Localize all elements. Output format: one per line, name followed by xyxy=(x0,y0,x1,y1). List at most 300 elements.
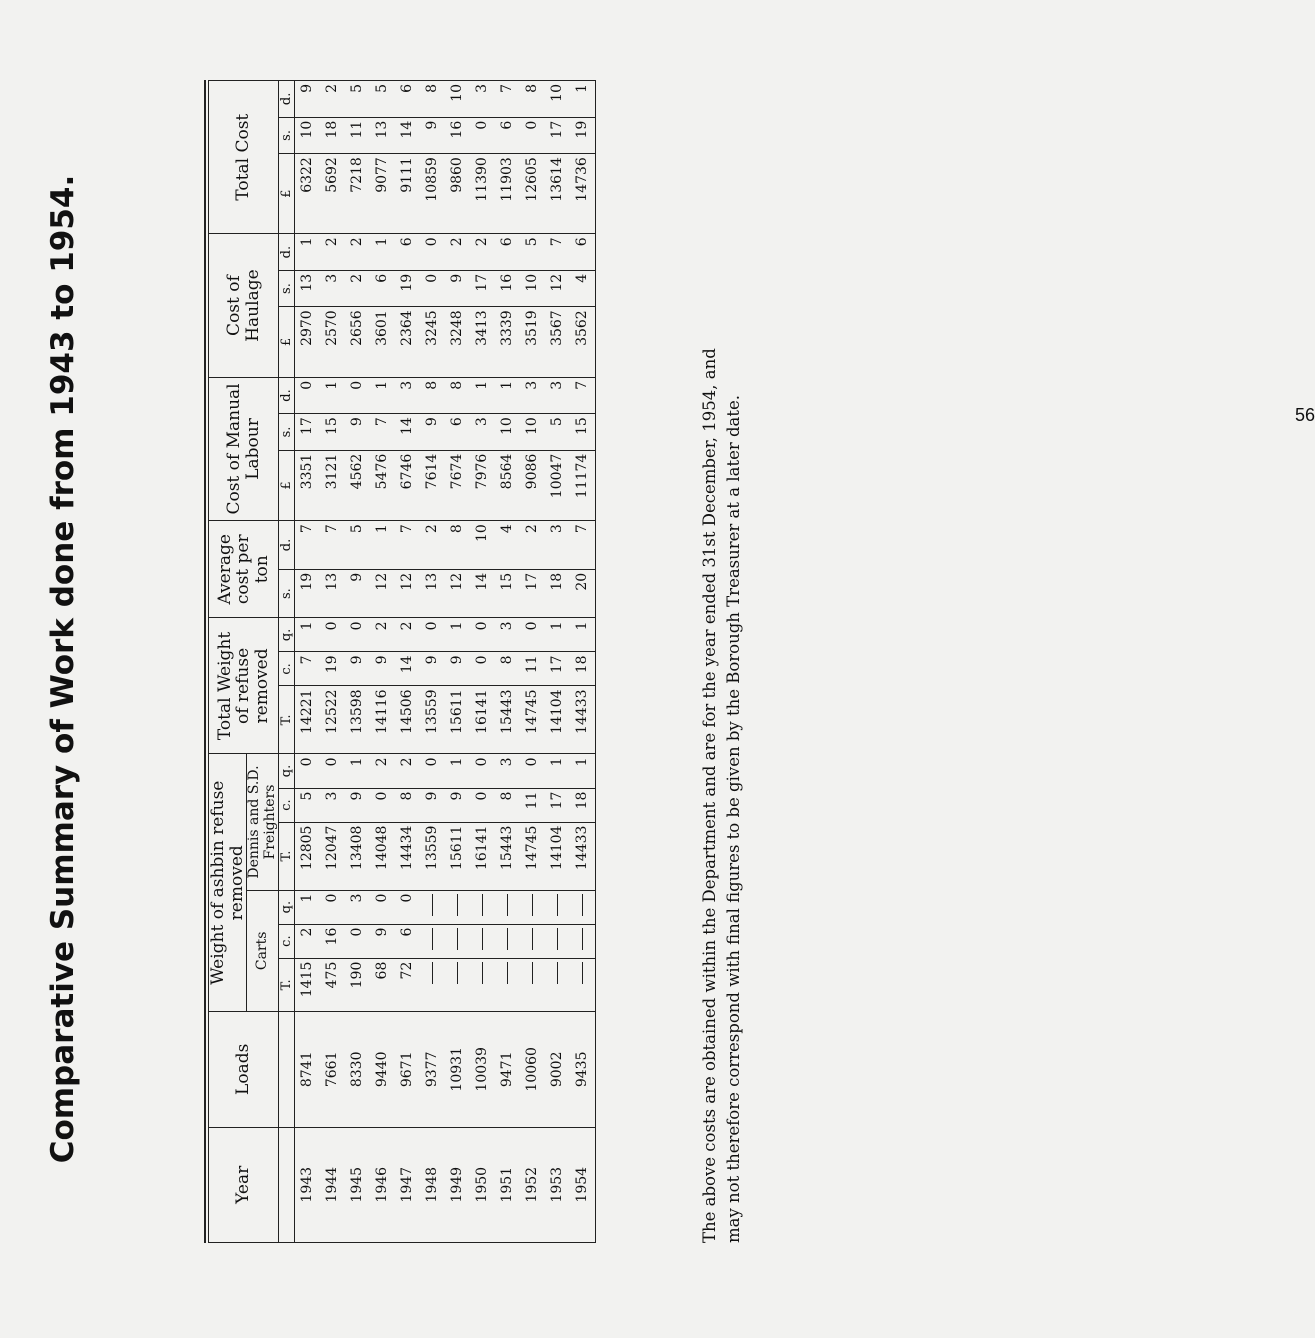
unit-manual-1: s. xyxy=(279,414,295,450)
header-carts: Carts xyxy=(247,890,279,1012)
table-cell: 17 xyxy=(549,120,566,139)
table-cell: 7 xyxy=(574,524,591,534)
empty-dash xyxy=(532,928,533,950)
table-cell: 6 xyxy=(399,84,416,93)
table-cell xyxy=(420,962,445,1008)
table-cell: 3351 xyxy=(299,453,316,490)
col-haulage-1 xyxy=(295,270,596,306)
table-cell: 6 xyxy=(499,120,516,130)
table-cell: 10931 xyxy=(449,1047,466,1092)
unit-avg-cost-0: s. xyxy=(279,569,295,618)
table-cell: 15611 xyxy=(449,825,466,871)
empty-dash xyxy=(482,894,483,916)
table-cell: 68 xyxy=(374,961,391,980)
table-cell xyxy=(570,928,595,955)
table-cell: 2 xyxy=(524,524,541,534)
table-cell xyxy=(470,928,495,955)
table-cell: 2 xyxy=(374,621,391,631)
table-cell: 3601 xyxy=(374,310,391,346)
table-cell: 3 xyxy=(324,273,341,283)
table-cell: 0 xyxy=(399,893,416,903)
col-total-weight-1 xyxy=(295,652,596,686)
table-cell: 14433 xyxy=(574,825,591,871)
table-cell: 19 xyxy=(299,572,316,591)
table-cell: 2570 xyxy=(324,310,341,346)
table-cell xyxy=(445,894,470,921)
table-cell: 7 xyxy=(299,655,316,665)
unit-loads xyxy=(279,1012,295,1127)
table-cell: 10 xyxy=(524,417,541,436)
table-cell: 8564 xyxy=(499,453,516,490)
table-cell: 0 xyxy=(299,757,316,767)
table-cell: 9471 xyxy=(499,1051,516,1088)
table-cell: 14434 xyxy=(399,825,416,871)
header-loads: Loads xyxy=(209,1012,279,1127)
table-cell: 10 xyxy=(449,84,466,102)
col-carts-1 xyxy=(295,924,596,958)
table-cell: 3519 xyxy=(524,310,541,346)
table-cell: 1 xyxy=(574,84,591,93)
table-cell: 15443 xyxy=(499,825,516,871)
table-cell: 19 xyxy=(574,120,591,139)
unit-total-weight-1: c. xyxy=(279,652,295,686)
empty-dash xyxy=(507,928,508,950)
col-avg-cost-0 xyxy=(295,569,596,618)
table-cell: 6 xyxy=(499,237,516,247)
table-cell: 9 xyxy=(424,655,441,665)
table-cell: 9 xyxy=(424,791,441,801)
table-cell: 9111 xyxy=(399,157,416,193)
table-cell: 4562 xyxy=(349,453,366,490)
table-cell: 0 xyxy=(474,655,491,665)
table-cell: 3121 xyxy=(324,453,341,490)
table-cell: 9435 xyxy=(574,1051,591,1088)
table-cell: 0 xyxy=(374,791,391,801)
table-cell: 13559 xyxy=(424,825,441,871)
table-cell: 9 xyxy=(424,120,441,130)
table-cell: 8 xyxy=(424,380,441,390)
table-cell: 4 xyxy=(574,273,591,283)
table-cell: 1945 xyxy=(349,1166,366,1203)
table-cell xyxy=(545,928,570,955)
table-cell: 7 xyxy=(324,524,341,534)
table-cell: 15611 xyxy=(449,689,466,734)
table-cell: 0 xyxy=(374,893,391,903)
table-cell: 72 xyxy=(399,961,416,980)
table-cell: 1951 xyxy=(499,1166,516,1203)
table-cell xyxy=(495,928,520,955)
table-cell: 14048 xyxy=(374,825,391,871)
table-cell: 3 xyxy=(349,893,366,903)
table-cell: 18 xyxy=(574,791,591,810)
table-cell: 0 xyxy=(324,893,341,903)
table-cell xyxy=(520,928,545,955)
table-cell: 3 xyxy=(474,84,491,93)
table-cell: 15443 xyxy=(499,689,516,734)
table-cell xyxy=(520,962,545,1008)
empty-dash xyxy=(582,962,583,984)
table-cell: 13408 xyxy=(349,825,366,871)
col-total-weight-0 xyxy=(295,686,596,754)
table-cell: 0 xyxy=(524,621,541,631)
table-cell: 3245 xyxy=(424,310,441,346)
table-cell: 1952 xyxy=(524,1166,541,1203)
table-cell xyxy=(520,894,545,921)
empty-dash xyxy=(507,962,508,984)
col-manual-2 xyxy=(295,377,596,413)
table-cell: 2364 xyxy=(399,310,416,346)
table-cell: 6 xyxy=(374,273,391,283)
table-cell: 9860 xyxy=(449,157,466,193)
col-dennis-2 xyxy=(295,754,596,788)
empty-dash xyxy=(432,894,433,916)
table-cell: 12047 xyxy=(324,825,341,871)
col-manual-0 xyxy=(295,450,596,520)
table-cell: 0 xyxy=(324,621,341,631)
table-cell: 7614 xyxy=(424,453,441,490)
table-cell: 7 xyxy=(374,417,391,427)
table-cell: 1948 xyxy=(424,1166,441,1203)
table-cell xyxy=(545,894,570,921)
table-cell: 2 xyxy=(449,237,466,247)
table-cell: 1953 xyxy=(549,1166,566,1203)
col-loads xyxy=(295,1012,596,1127)
table-cell: 2 xyxy=(424,524,441,534)
table-cell: 8330 xyxy=(349,1051,366,1088)
table-cell: 7 xyxy=(549,237,566,247)
table-cell: 2 xyxy=(349,237,366,247)
table-cell: 3 xyxy=(549,524,566,534)
table-cell: 0 xyxy=(299,380,316,390)
table-cell: 0 xyxy=(424,757,441,767)
table-cell: 475 xyxy=(324,961,341,989)
unit-total-weight-0: T. xyxy=(279,686,295,754)
table-cell: 5 xyxy=(349,524,366,534)
table-cell: 0 xyxy=(324,757,341,767)
col-manual-1 xyxy=(295,414,596,450)
table-cell: 9 xyxy=(299,84,316,93)
empty-dash xyxy=(457,928,458,950)
header-dennis: Dennis and S.D. Freighters xyxy=(247,754,279,890)
unit-dennis-1: c. xyxy=(279,788,295,822)
table-cell: 7661 xyxy=(324,1051,341,1088)
table-cell: 18 xyxy=(574,655,591,674)
col-total-cost-0 xyxy=(295,154,596,234)
table-cell: 1949 xyxy=(449,1166,466,1203)
unit-dennis-0: T. xyxy=(279,822,295,890)
table-cell: 20 xyxy=(574,572,591,591)
table-cell: 6 xyxy=(449,417,466,427)
table-cell: 6 xyxy=(399,237,416,247)
table-cell: 1 xyxy=(299,893,316,903)
col-haulage-0 xyxy=(295,307,596,377)
empty-dash xyxy=(432,928,433,950)
table-cell: 18 xyxy=(549,572,566,591)
unit-total-weight-2: q. xyxy=(279,618,295,652)
table-cell: 9 xyxy=(349,791,366,801)
table-cell: 3 xyxy=(499,757,516,767)
table-cell: 16 xyxy=(324,927,341,946)
empty-dash xyxy=(482,928,483,950)
table-cell: 9671 xyxy=(399,1051,416,1088)
table-cell: 1 xyxy=(449,621,466,631)
unit-total-cost-2: d. xyxy=(279,81,295,118)
table-cell: 0 xyxy=(424,237,441,247)
table-cell: 8 xyxy=(399,791,416,801)
table-cell: 9 xyxy=(349,572,366,582)
empty-dash xyxy=(507,894,508,916)
table-cell: 5 xyxy=(524,237,541,247)
col-carts-0 xyxy=(295,958,596,1011)
table-cell: 15 xyxy=(324,417,341,436)
table-cell: 1 xyxy=(299,237,316,247)
table-cell: 11390 xyxy=(474,157,491,202)
table-cell: 14745 xyxy=(524,689,541,734)
table-cell: 7 xyxy=(299,524,316,534)
empty-dash xyxy=(582,928,583,950)
table-cell: 18 xyxy=(324,120,341,139)
table-cell: 11 xyxy=(349,120,366,139)
footnote-line-1: The above costs are obtained within the Department and are for the year ended 31st December, 1954, and xyxy=(700,348,719,1243)
table-cell: 9 xyxy=(349,655,366,665)
table-cell: 14433 xyxy=(574,689,591,734)
table-cell: 12 xyxy=(449,572,466,591)
table-cell: 11 xyxy=(524,791,541,810)
table-cell: 13559 xyxy=(424,689,441,734)
table-cell: 16 xyxy=(449,120,466,139)
table-cell: 5 xyxy=(549,417,566,427)
table-cell: 2 xyxy=(349,273,366,283)
data-body xyxy=(295,81,596,1243)
table-cell: 12522 xyxy=(324,689,341,734)
table-cell: 1944 xyxy=(324,1166,341,1203)
table-cell: 12805 xyxy=(299,825,316,871)
table-cell: 9 xyxy=(424,417,441,427)
table-cell: 10060 xyxy=(524,1047,541,1092)
table-cell: 1 xyxy=(549,621,566,631)
table-cell: 5692 xyxy=(324,157,341,193)
table-cell: 17 xyxy=(299,417,316,436)
table-cell: 14 xyxy=(399,655,416,674)
table-cell: 5476 xyxy=(374,453,391,490)
table-cell: 3 xyxy=(474,417,491,427)
col-carts-2 xyxy=(295,890,596,924)
table-cell: 0 xyxy=(474,621,491,631)
table-cell: 9086 xyxy=(524,453,541,490)
table-cell: 1 xyxy=(449,757,466,767)
table-cell: 13 xyxy=(374,120,391,139)
table-cell: 10 xyxy=(549,84,566,102)
table-cell: 190 xyxy=(349,961,366,989)
table-cell: 7 xyxy=(399,524,416,534)
table-cell: 9 xyxy=(374,927,391,937)
unit-dennis-2: q. xyxy=(279,754,295,788)
table-cell: 0 xyxy=(349,380,366,390)
table-cell: 7 xyxy=(499,84,516,93)
table-cell: 10859 xyxy=(424,157,441,202)
empty-dash xyxy=(457,962,458,984)
table-cell xyxy=(545,962,570,1008)
table-cell: 4 xyxy=(499,524,516,534)
table-cell xyxy=(495,894,520,921)
table-cell: 14221 xyxy=(299,689,316,734)
table-cell: 9 xyxy=(449,655,466,665)
table-cell: 0 xyxy=(349,927,366,937)
table-cell: 2 xyxy=(399,621,416,631)
table-cell: 2 xyxy=(324,84,341,93)
table-cell: 10 xyxy=(474,524,491,542)
col-year xyxy=(295,1127,596,1242)
table-cell: 13 xyxy=(324,572,341,591)
table-cell: 2 xyxy=(474,237,491,247)
table-cell: 14 xyxy=(399,120,416,139)
unit-haulage-0: £ xyxy=(279,307,295,377)
table-cell: 1 xyxy=(499,380,516,390)
unit-carts-0: T. xyxy=(279,958,295,1011)
table-cell: 7674 xyxy=(449,453,466,490)
table-cell: 14116 xyxy=(374,689,391,734)
table-cell: 8 xyxy=(449,524,466,534)
col-avg-cost-1 xyxy=(295,521,596,570)
empty-dash xyxy=(532,894,533,916)
table-cell: 11903 xyxy=(499,157,516,202)
table-cell: 17 xyxy=(474,273,491,292)
table-cell: 8 xyxy=(524,84,541,93)
table-cell: 0 xyxy=(474,120,491,130)
table-cell: 5 xyxy=(299,791,316,801)
table-cell: 9377 xyxy=(424,1051,441,1088)
table-cell xyxy=(495,962,520,1008)
unit-avg-cost-1: d. xyxy=(279,521,295,570)
table-cell: 12605 xyxy=(524,157,541,202)
table-cell: 9077 xyxy=(374,157,391,193)
table-cell: 17 xyxy=(524,572,541,591)
unit-manual-0: £ xyxy=(279,450,295,520)
table-cell: 5 xyxy=(374,84,391,93)
unit-carts-2: q. xyxy=(279,890,295,924)
table-cell: 3339 xyxy=(499,310,516,346)
table-cell: 1 xyxy=(349,757,366,767)
table-cell: 0 xyxy=(474,791,491,801)
table-cell: 2970 xyxy=(299,310,316,346)
table-cell: 11174 xyxy=(574,453,591,499)
table-cell: 9440 xyxy=(374,1051,391,1088)
table-cell: 16141 xyxy=(474,689,491,734)
table-cell: 1946 xyxy=(374,1166,391,1203)
table-cell: 17 xyxy=(549,791,566,810)
table-cell: 1 xyxy=(474,380,491,390)
table-cell: 6322 xyxy=(299,157,316,193)
table-cell: 3 xyxy=(499,621,516,631)
table-cell: 12 xyxy=(549,273,566,292)
table-cell: 9 xyxy=(449,273,466,283)
table-cell: 1 xyxy=(549,757,566,767)
table-cell: 1 xyxy=(574,757,591,767)
table-cell: 3 xyxy=(549,380,566,390)
table-cell: 1 xyxy=(374,237,391,247)
table-cell xyxy=(420,928,445,955)
table-cell: 14 xyxy=(399,417,416,436)
table-cell: 1415 xyxy=(299,961,316,998)
table-cell xyxy=(445,962,470,1008)
table-cell: 0 xyxy=(349,621,366,631)
table-cell: 9 xyxy=(349,417,366,427)
table-cell: 15 xyxy=(499,572,516,591)
unit-haulage-1: s. xyxy=(279,270,295,306)
table-cell: 8 xyxy=(424,84,441,93)
table-cell: 14104 xyxy=(549,825,566,871)
unit-manual-2: d. xyxy=(279,377,295,413)
table-cell xyxy=(470,894,495,921)
table-cell: 3567 xyxy=(549,310,566,346)
header-total-cost: Total Cost xyxy=(209,81,279,234)
table-cell: 12 xyxy=(374,572,391,591)
table-cell: 13614 xyxy=(549,157,566,202)
table-cell: 6746 xyxy=(399,453,416,490)
table-cell: 1 xyxy=(574,621,591,631)
table-cell: 13598 xyxy=(349,689,366,734)
empty-dash xyxy=(457,894,458,916)
col-dennis-1 xyxy=(295,788,596,822)
table-cell: 1 xyxy=(299,621,316,631)
table-cell: 2 xyxy=(299,927,316,937)
table-cell: 3 xyxy=(324,791,341,801)
table-cell: 14745 xyxy=(524,825,541,871)
table-cell: 0 xyxy=(424,621,441,631)
table-cell: 3 xyxy=(524,380,541,390)
empty-dash xyxy=(582,894,583,916)
table-top-rule xyxy=(204,80,206,1243)
footnote-line-2: may not therefore correspond with final figures to be given by the Borough Treasurer at a later date. xyxy=(724,394,743,1243)
table-cell: 1943 xyxy=(299,1166,316,1203)
table-cell: 10 xyxy=(299,120,316,139)
empty-dash xyxy=(557,928,558,950)
table-cell: 1 xyxy=(374,380,391,390)
table-cell: 0 xyxy=(474,757,491,767)
table-cell: 9 xyxy=(449,791,466,801)
table-cell: 1 xyxy=(324,380,341,390)
units-row xyxy=(279,81,295,1243)
table-cell: 14104 xyxy=(549,689,566,734)
unit-carts-1: c. xyxy=(279,924,295,958)
table-cell xyxy=(420,894,445,921)
table-cell: 7976 xyxy=(474,453,491,490)
col-total-cost-1 xyxy=(295,117,596,153)
header-haulage: Cost of Haulage xyxy=(209,234,279,377)
table-cell: 1950 xyxy=(474,1166,491,1203)
table-cell: 8 xyxy=(499,791,516,801)
table-cell: 15 xyxy=(574,417,591,436)
header-total-weight: Total Weight of refuse removed xyxy=(209,618,279,754)
table-cell: 3248 xyxy=(449,310,466,346)
page-title: Comparative Summary of Work done from 1943 to 1954. xyxy=(45,174,81,1164)
table-cell: 8741 xyxy=(299,1051,316,1088)
table-cell: 10039 xyxy=(474,1047,491,1092)
table-cell: 16 xyxy=(499,273,516,292)
table-cell xyxy=(570,962,595,1008)
table-cell: 2656 xyxy=(349,310,366,346)
table-cell: 6 xyxy=(574,237,591,247)
unit-total-cost-0: £ xyxy=(279,154,295,234)
table-cell: 14 xyxy=(474,572,491,591)
header-average-cost: Average cost per ton xyxy=(209,521,279,618)
table-cell: 16141 xyxy=(474,825,491,871)
table-cell: 0 xyxy=(524,120,541,130)
table-cell: 0 xyxy=(424,273,441,283)
table-cell xyxy=(470,962,495,1008)
empty-dash xyxy=(482,962,483,984)
table-cell: 1954 xyxy=(574,1166,591,1203)
